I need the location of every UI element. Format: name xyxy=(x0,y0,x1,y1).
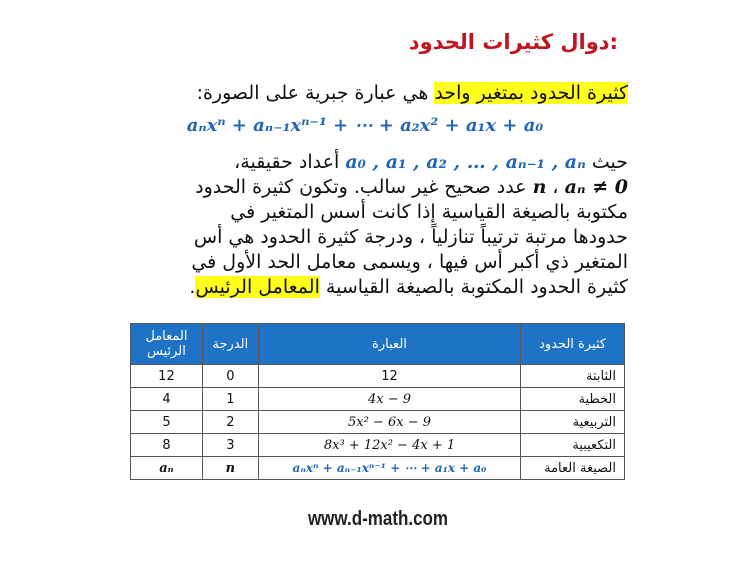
def-coefficients: a₀ , a₁ , a₂ , … , aₙ₋₁ , aₙ xyxy=(345,151,586,173)
table-row xyxy=(131,457,625,480)
general-formula xyxy=(150,115,580,136)
def-line6-end: . xyxy=(189,276,196,298)
cell-name: الخطية xyxy=(521,388,625,411)
table-row xyxy=(131,411,625,434)
table-row xyxy=(131,365,625,388)
cell-degree: 1 xyxy=(202,388,258,411)
table-header-row xyxy=(131,324,625,365)
cell-name: الصيغة العامة xyxy=(521,457,625,480)
polynomial-table xyxy=(130,323,625,480)
cell-expression: aₙxⁿ + aₙ₋₁xⁿ⁻¹ + ⋯ + a₁x + a₀ xyxy=(258,457,520,480)
definition-line-5: المتغير ذي أكبر أس فيها ، ويسمى معامل الحد الأول في xyxy=(191,251,628,273)
cell-name: التكعيبية xyxy=(521,434,625,457)
header-polynomial: كثيرة الحدود xyxy=(521,324,625,365)
intro-highlight: كثيرة الحدود بمتغير واحد xyxy=(434,82,628,104)
cell-degree: 0 xyxy=(202,365,258,388)
cell-name: التربيعية xyxy=(521,411,625,434)
leading-coefficient-highlight: المعامل الرئيس xyxy=(195,276,320,298)
cell-name: الثابتة xyxy=(521,365,625,388)
cell-leading: aₙ xyxy=(131,457,203,480)
definition-line-2: aₙ ≠ 0 ، n عدد صحيح غير سالب. وتكون كثيرة الحدود xyxy=(195,176,628,198)
cell-degree: 2 xyxy=(202,411,258,434)
def-leading-nonzero: aₙ ≠ 0 xyxy=(564,176,628,198)
table-row xyxy=(131,434,625,457)
def-line2-text: عدد صحيح غير سالب. وتكون كثيرة الحدود xyxy=(195,176,527,198)
table-row xyxy=(131,388,625,411)
cell-leading: 5 xyxy=(131,411,203,434)
header-leading-coefficient: المعامل الرئيس xyxy=(131,324,203,365)
page-title: دوال كثيرات الحدود: xyxy=(408,30,618,54)
def-line6-text: كثيرة الحدود المكتوبة بالصيغة القياسية xyxy=(325,276,628,298)
definition-line-4: حدودها مرتبة ترتيباً تنازلياً ، ودرجة كثيرة الحدود هي أس xyxy=(193,226,628,248)
cell-expression: 4x − 9 xyxy=(258,388,520,411)
cell-degree: n xyxy=(202,457,258,480)
definition-line-6 xyxy=(128,275,628,300)
cell-leading: 12 xyxy=(131,365,203,388)
header-degree: الدرجة xyxy=(202,324,258,365)
header-expression: العبارة xyxy=(258,324,520,365)
intro-rest: هي عبارة جبرية على الصورة: xyxy=(196,82,435,104)
cell-leading: 8 xyxy=(131,434,203,457)
cell-leading: 4 xyxy=(131,388,203,411)
definition-line-1 xyxy=(128,150,628,175)
def-real-numbers: أعداد حقيقية، xyxy=(234,151,340,173)
formula-expression: aₙxⁿ + aₙ₋₁xⁿ⁻¹ + ⋯ + a₂x² + a₁x + a₀ xyxy=(186,115,544,136)
cell-expression: 5x² − 6x − 9 xyxy=(258,411,520,434)
intro-line xyxy=(128,80,628,106)
cell-expression: 8x³ + 12x² − 4x + 1 xyxy=(258,434,520,457)
cell-degree: 3 xyxy=(202,434,258,457)
cell-expression: 12 xyxy=(258,365,520,388)
definition-line-3: مكتوبة بالصيغة القياسية إذا كانت أسس المتغير في xyxy=(230,201,628,223)
site-watermark: www.d-math.com xyxy=(307,508,449,530)
def-where: حيث xyxy=(591,151,628,173)
def-n: n xyxy=(532,176,547,198)
